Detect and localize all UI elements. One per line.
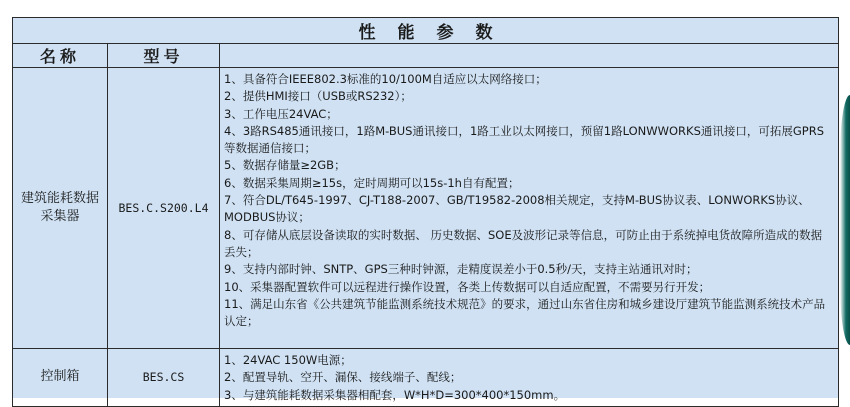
spec-line: 11、满足山东省《公共建筑节能监测系统技术规范》的要求，通过山东省住房和城乡建设厅建筑节能监测系统技术产品认定； [224, 296, 826, 329]
spec-line: 7、符合DL/T645-1997、CJ-T188-2007、GB/T19582-2008相关规定，支持M-BUS协议表、LONWORKS协议、MODBUS协议； [224, 193, 810, 225]
spec-line: 3、工作电压24VAC； [224, 106, 338, 121]
row-model: BES.CS [108, 349, 220, 407]
row-spec [220, 68, 839, 349]
spec-line: 9、支持内部时钟、SNTP、GPS三种时钟源，走精度误差小于0.5秒/天，支持主站通讯对时； [224, 262, 698, 277]
spec-line: 8、可存储从底层设备读取的实时数据、 历史数据、SOE及波形记录等信息，可防止由于系统掉电货故障所造成的数据丢失； [224, 227, 823, 259]
edge-decoration [840, 95, 850, 345]
spec-line: 2、提供HMI接口（USB或RS232）； [224, 89, 412, 104]
row-name: 控制箱 [13, 349, 108, 407]
spec-line: 1、具备符合IEEE802.3标准的10/100M自适应以太网络接口； [224, 72, 547, 86]
spec-sheet [12, 17, 838, 402]
row-spec [220, 349, 839, 407]
row-name: 建筑能耗数据采集器 [13, 68, 108, 349]
spec-line: 3、与建筑能耗数据采集器相配套，W*H*D=300*400*150mm。 [224, 387, 566, 402]
header-spec [220, 44, 839, 68]
spec-line: 1、24VAC 150W电源； [224, 353, 352, 367]
spec-line: 4、3路RS485通讯接口，1路M-BUS通讯接口，1路工业以太网接口，预留1路LONWWORKS通讯接口，可拓展GPRS等数据通信接口； [224, 123, 825, 156]
header-model: 型号 [108, 44, 220, 68]
spec-line: 2、配置导轨、空开、漏保、接线端子、配线； [224, 370, 462, 385]
performance-table [12, 17, 839, 407]
spec-line: 6、数据采集周期≥15s，定时周期可以15s-1h自有配置； [224, 175, 520, 190]
spec-line: 10、采集器配置软件可以远程进行操作设置，各类上传数据可以自适应配置，不需要另行开发； [224, 279, 711, 294]
table-row [13, 68, 839, 349]
table-row [13, 349, 839, 407]
header-name: 名称 [13, 44, 108, 68]
spec-line: 5、数据存储量≥2GB； [224, 158, 346, 173]
row-model: BES.C.S200.L4 [108, 68, 220, 349]
table-title: 性能参数 [13, 18, 839, 44]
